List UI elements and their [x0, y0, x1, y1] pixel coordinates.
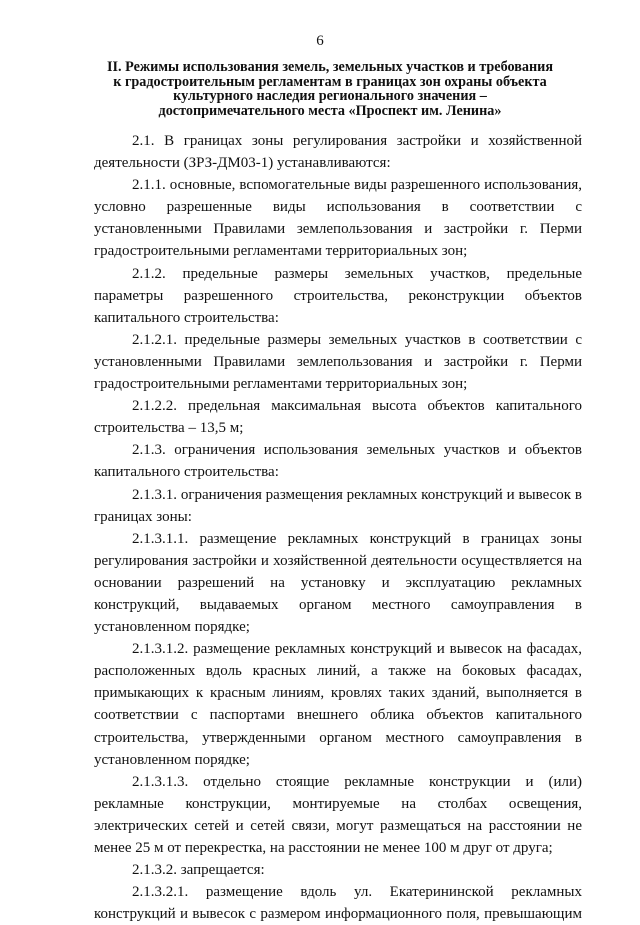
- paragraph-2-1-3-2: 2.1.3.2. запрещается:: [132, 862, 265, 879]
- paragraph-2-1-1: 2.1.1. основные, вспомогательные виды разрешенного использования, условно разрешенные виды использования в соответствии с установленными Правилами землепользования и застройки г. Перми градостроительными регламентами территориальных зон;: [94, 177, 582, 260]
- heading-line: II. Режимы использования земель, земельных участков и требования: [106, 59, 554, 75]
- heading-line: к градостроительным регламентам в границах зон охраны объекта: [113, 73, 547, 90]
- paragraph-2-1-3-2-1: 2.1.3.2.1. размещение вдоль ул. Екатерининской рекламных конструкций и вывесок с размером информационного поля, превышающим: [94, 884, 582, 923]
- paragraph-2-1-3-1-1: 2.1.3.1.1. размещение рекламных конструкций в границах зоны регулирования застройки и хозяйственной деятельности осуществляется на основании разрешений на установку и эксплуатацию рекламных конструкций, выдаваемых органом местного самоуправления в установленном порядке;: [94, 530, 582, 636]
- heading-line: достопримечательного места «Проспект им. Ленина»: [158, 102, 502, 119]
- document-body: [94, 130, 582, 925]
- paragraph-2-1-3-1-3: 2.1.3.1.3. отдельно стоящие рекламные конструкции и (или) рекламные конструкции, монтируемые на столбах освещения, электрических сетей и сетей связи, могут размещаться на расстоянии не менее 25 м от перекрестка, на расстоянии не менее 100 м друг от друга;: [94, 773, 582, 856]
- paragraph-2-1-2-1: 2.1.2.1. предельные размеры земельных участков в соответствии с установленными Правилами землепользования и застройки г. Перми градостроительными регламентами территориальных зон;: [94, 331, 582, 393]
- heading-line: культурного наследия регионального значения –: [173, 88, 487, 104]
- paragraph-2-1-2-2: 2.1.2.2. предельная максимальная высота объектов капитального строительства – 13,5 м;: [94, 398, 582, 437]
- paragraph-2-1-3-1-2: 2.1.3.1.2. размещение рекламных конструкций и вывесок на фасадах, расположенных вдоль красных линий, а также на боковых фасадах, примыкающих к красным линиям, кровлях таких зданий, выполняется в соответствии с паспортами внешнего облика объектов капитального строительства, утвержденными органом местного самоуправления в установленном порядке;: [94, 641, 582, 768]
- paragraph-2-1-3: 2.1.3. ограничения использования земельных участков и объектов капитального строительства:: [94, 442, 582, 481]
- page-number: 6: [316, 33, 324, 49]
- paragraph-2-1-2: 2.1.2. предельные размеры земельных участков, предельные параметры разрешенного строительства, реконструкции объектов капитального строительства:: [94, 265, 582, 326]
- section-heading: [80, 60, 580, 118]
- paragraph-2-1-3-1: 2.1.3.1. ограничения размещения рекламных конструкций и вывесок в границах зоны:: [94, 486, 582, 525]
- paragraph-2-1: 2.1. В границах зоны регулирования застройки и хозяйственной деятельности (ЗРЗ-ДМ03-1) устанавливаются:: [94, 133, 582, 172]
